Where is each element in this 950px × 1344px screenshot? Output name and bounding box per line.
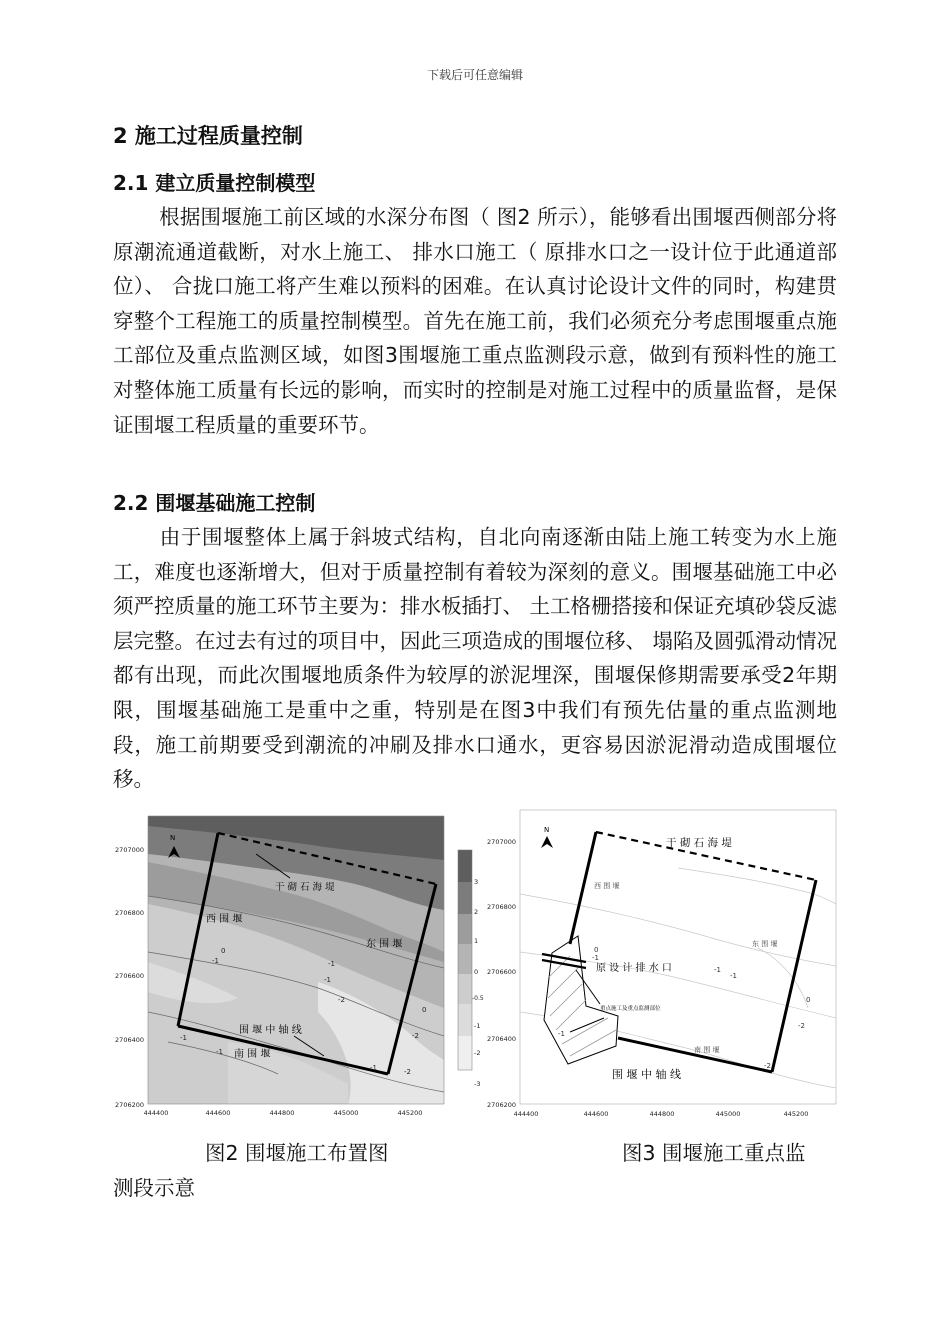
contour-label: -1: [180, 1034, 187, 1042]
contour-label: -2: [798, 1022, 805, 1030]
label-axis: 围 堰 中 轴 线: [612, 1068, 681, 1081]
x-tick-label: 444800: [269, 1109, 295, 1117]
svg-text:N: N: [544, 826, 550, 834]
contour-label: 0: [594, 946, 599, 954]
label-east: 东 围 堰: [366, 939, 403, 950]
y-tick-label: 2706400: [115, 1036, 144, 1044]
contour-label: -1: [216, 1048, 223, 1056]
y-tick-label: 2707000: [487, 838, 516, 846]
contour-label: -1: [324, 976, 331, 984]
figure-2-map: [108, 812, 488, 1124]
contour-label: 0: [422, 1006, 427, 1014]
y-tick-label: 2706600: [487, 968, 516, 976]
legend-tick: -3: [474, 1080, 481, 1088]
x-tick-label: 444800: [649, 1110, 675, 1118]
legend-tick: -2: [474, 1049, 481, 1057]
subsection-title-2-2: 2.2 围堰基础施工控制: [113, 491, 316, 515]
x-tick-label: 445000: [715, 1110, 741, 1118]
label-south: 南 围 堰: [234, 1049, 271, 1060]
legend-tick: 0: [474, 968, 479, 976]
legend-tick: 3: [474, 878, 479, 886]
y-tick-label: 2706200: [487, 1101, 516, 1109]
paragraph-2-text: 由于围堰整体上属于斜坡式结构，自北向南逐渐由陆上施工转变为水上施工，难度也逐渐增大，但对于质量控制有着较为深刻的意义。围堰基础施工中必须严控质量的施工环节主要为：排水板插打、 土工格栅搭接和保证充填砂袋反滤层完整。在过去有过的项目中，因此三项造成的围堰位移、 塌陷及圆弧滑动情况都有出现，而此次围堰地质条件为较厚的淤泥埋深，围堰保修期需要承受2年期限，围堰基础施工是重中之重，特别是在图3中我们有预先估量的重点监测地段，施工前期要受到潮流的冲刷及排水口通水，更容易因淤泥滑动造成围堰位移。: [113, 525, 838, 792]
legend-tick: 2: [474, 908, 479, 916]
label-south: 南 围 堰: [694, 1046, 720, 1054]
contour-label: -1: [730, 972, 737, 980]
y-tick-label: 2706800: [487, 903, 516, 911]
x-tick-label: 444400: [143, 1109, 169, 1117]
y-tick-label: 2706400: [487, 1035, 516, 1043]
contour-label: -2: [412, 1032, 419, 1040]
page-header: 下载后可任意编辑: [426, 68, 523, 82]
contour-label: -1: [592, 954, 599, 962]
figure-2-caption: 图2 围堰施工布置图: [205, 1141, 389, 1165]
label-key-section: 重点施工及重点监测部位: [600, 1006, 661, 1012]
label-west: 西 围 堰: [206, 914, 243, 925]
figure-3-caption-continued: 测段示意: [113, 1176, 195, 1200]
y-tick-label: 2707000: [115, 846, 144, 854]
contour-label: -1: [212, 957, 219, 965]
x-tick-label: 444600: [583, 1110, 609, 1118]
contour-label: -1: [714, 966, 721, 974]
paragraph-2: [113, 520, 837, 797]
svg-text:N: N: [170, 834, 176, 842]
legend-tick: -0.5: [472, 995, 484, 1002]
label-dike: 干 砌 石 海 堤: [666, 837, 732, 849]
section-title: 2 施工过程质量控制: [113, 124, 303, 148]
label-east: 东 围 堰: [752, 940, 778, 948]
label-west: 西 围 堰: [594, 882, 620, 890]
legend-tick: 1: [474, 937, 479, 945]
y-tick-label: 2706200: [115, 1101, 144, 1109]
label-outlet: 原 设 计 排 水 口: [596, 963, 672, 974]
contour-label: -1: [558, 1030, 565, 1038]
contour-label: -1: [328, 960, 335, 968]
contour-label: 0: [221, 947, 226, 955]
x-tick-label: 445200: [397, 1109, 423, 1117]
y-tick-label: 2706800: [115, 909, 144, 917]
paragraph-1-text: 根据围堰施工前区域的水深分布图（ 图2 所示），能够看出围堰西侧部分将原潮流通道截断，对水上施工、 排水口施工（ 原排水口之一设计位于此通道部位）、 合拢口施工将产生难以预料的困难。在认真讨论设计文件的同时，构建贯穿整个工程施工的质量控制模型。首先在施工前，我们必须充分考虑围堰重点施工部位及重点监测区域，如图3围堰施工重点监测段示意，做到有预料性的施工对整体施工质量有长远的影响，而实时的控制是对施工过程中的质量监督，是保证围堰工程质量的重要环节。: [113, 205, 837, 437]
contour-label: -1: [370, 1064, 377, 1072]
label-dike: 干 砌 石 海 堤: [275, 882, 335, 893]
contour-label: -2: [404, 1068, 411, 1076]
label-axis: 围 堰 中 轴 线: [239, 1025, 302, 1036]
paragraph-1: [113, 200, 837, 442]
y-tick-label: 2706600: [115, 972, 144, 980]
x-tick-label: 444400: [513, 1110, 539, 1118]
x-tick-label: 444600: [205, 1109, 231, 1117]
figure-3-caption: 图3 围堰施工重点监: [622, 1141, 806, 1165]
legend-tick: -1: [474, 1022, 481, 1030]
contour-label: 0: [806, 996, 811, 1004]
contour-label: -2: [338, 996, 345, 1004]
x-tick-label: 445200: [783, 1110, 809, 1118]
x-tick-label: 445000: [333, 1109, 359, 1117]
subsection-title-2-1: 2.1 建立质量控制模型: [113, 171, 316, 195]
figure-3-map: [478, 808, 843, 1122]
contour-label: -2: [764, 1062, 771, 1070]
